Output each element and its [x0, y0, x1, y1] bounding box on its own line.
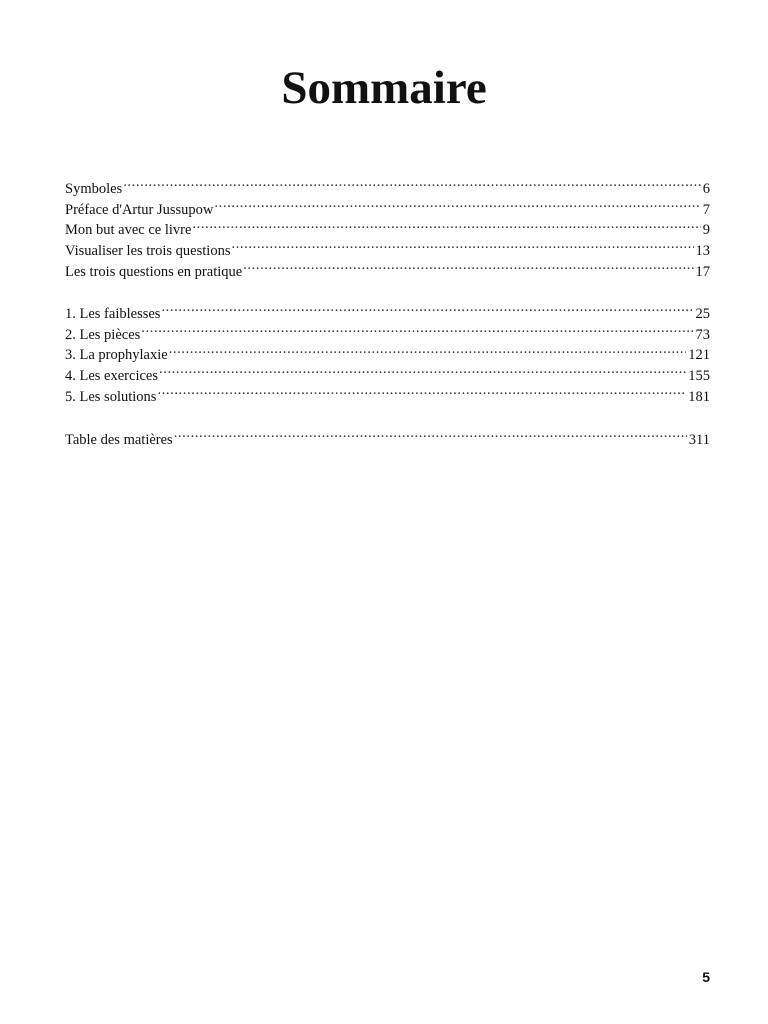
toc-entry[interactable] [65, 172, 710, 197]
toc-entry-page: 25 [695, 305, 710, 322]
dot-leader [192, 214, 700, 235]
toc-entry-label: Table des matières [65, 431, 173, 448]
dot-leader [231, 234, 693, 255]
toc-entry-label: Symboles [65, 180, 123, 197]
dot-leader [169, 339, 687, 360]
toc-entry[interactable] [65, 423, 710, 448]
dot-leader [141, 318, 693, 339]
toc-entry-label: 5. Les solutions [65, 388, 157, 405]
dot-leader [123, 172, 701, 193]
toc-entry-page: 155 [688, 368, 710, 385]
toc-entry-label: 4. Les exercices [65, 368, 158, 385]
dot-leader [159, 359, 686, 380]
toc-entry[interactable] [65, 339, 710, 364]
toc-entry-label: 1. Les faiblesses [65, 305, 161, 322]
dot-leader [161, 297, 693, 318]
toc-entry-label: Visualiser les trois questions [65, 243, 231, 260]
toc-entry-label: Mon but avec ce livre [65, 222, 192, 239]
toc-entry-page: 121 [688, 347, 710, 364]
toc-section-back-matter [65, 423, 710, 448]
toc-entry[interactable] [65, 297, 710, 322]
toc-entry-page: 7 [702, 201, 710, 218]
page-title: Sommaire [281, 62, 487, 114]
toc-entry-page: 311 [688, 431, 710, 448]
dot-leader [157, 380, 686, 401]
toc-entry-page: 13 [695, 243, 710, 260]
toc-entry[interactable] [65, 318, 710, 343]
dot-leader [243, 255, 693, 276]
dot-leader [174, 423, 687, 444]
dot-leader [214, 193, 700, 214]
toc-entry-label: 2. Les pièces [65, 326, 141, 343]
toc-entry-label: Les trois questions en pratique [65, 263, 243, 280]
toc-section-front-matter [65, 172, 710, 280]
toc-entry-page: 17 [695, 263, 710, 280]
toc-entry[interactable] [65, 359, 710, 385]
toc-entry[interactable] [65, 380, 710, 405]
toc-entry-page: 181 [688, 388, 710, 405]
toc-entry-page: 6 [702, 180, 710, 197]
toc-entry[interactable] [65, 193, 710, 218]
toc-entry-label: Préface d'Artur Jussupow [65, 201, 214, 218]
toc-entry-page: 9 [702, 222, 710, 239]
toc-entry-page: 73 [695, 326, 710, 343]
toc-section-chapters [65, 297, 710, 405]
page-number: 5 [702, 969, 710, 985]
toc-entry-label: 3. La prophylaxie [65, 347, 168, 364]
